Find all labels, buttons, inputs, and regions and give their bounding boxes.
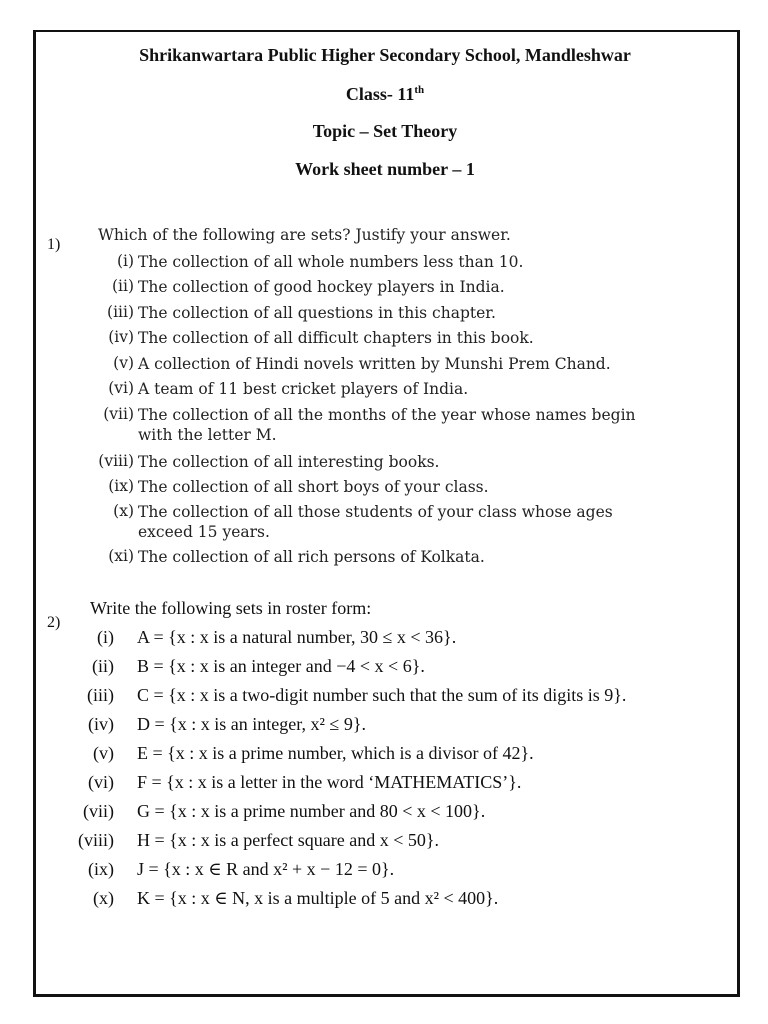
- item-text: The collection of good hockey players in India.: [138, 278, 505, 296]
- item-text: The collection of all short boys of your class.: [138, 478, 489, 496]
- item-number: (v): [93, 743, 114, 763]
- item-number: (viii): [98, 452, 134, 470]
- question-2-prompt: Write the following sets in roster form:: [90, 598, 372, 618]
- item-number: (ix): [108, 477, 134, 495]
- item-text: A collection of Hindi novels written by Munshi Prem Chand.: [138, 355, 611, 373]
- item-number: (iii): [87, 685, 114, 705]
- item-text: A = {x : x is a natural number, 30 ≤ x < 36}.: [137, 627, 457, 647]
- topic-heading: Topic – Set Theory: [312, 121, 458, 141]
- class-superscript: th: [414, 84, 425, 96]
- question-1-prompt: Which of the following are sets? Justify your answer.: [98, 226, 511, 244]
- item-text: B = {x : x is an integer and −4 < x < 6}.: [137, 656, 425, 676]
- class-label: Class- 11: [345, 84, 415, 104]
- item-number: (viii): [78, 830, 114, 850]
- item-number: (x): [93, 888, 114, 908]
- item-text: E = {x : x is a prime number, which is a divisor of 42}.: [137, 743, 534, 763]
- item-number: (ii): [111, 277, 134, 295]
- item-number: (i): [116, 252, 134, 270]
- item-text: D = {x : x is an integer, x² ≤ 9}.: [137, 714, 366, 734]
- item-text: F = {x : x is a letter in the word ‘MATHEMATICS’}.: [137, 772, 522, 792]
- question-1-number: 1): [47, 236, 61, 253]
- item-number: (i): [97, 627, 114, 647]
- page-border-double-line: [33, 995, 740, 997]
- item-text: K = {x : x ∈ N, x is a multiple of 5 and x² < 400}.: [137, 888, 499, 908]
- item-number: (ix): [88, 859, 114, 879]
- item-number: (vi): [88, 772, 114, 792]
- item-number: (vii): [83, 801, 114, 821]
- item-number: (x): [113, 502, 134, 520]
- item-text: The collection of all the months of the year whose names begin with the letter M.: [138, 406, 636, 444]
- item-text: The collection of all difficult chapters in this book.: [138, 329, 534, 347]
- item-number: (vii): [103, 405, 134, 423]
- item-text: C = {x : x is a two-digit number such that the sum of its digits is 9}.: [137, 685, 627, 705]
- item-number: (xi): [108, 547, 134, 565]
- item-number: (iv): [88, 714, 114, 734]
- question-2-number: 2): [47, 614, 61, 631]
- item-text: The collection of all those students of your class whose ages exceed 15 years.: [138, 503, 613, 541]
- item-text: H = {x : x is a perfect square and x < 50}.: [137, 830, 440, 850]
- item-text: J = {x : x ∈ R and x² + x − 12 = 0}.: [137, 859, 395, 879]
- worksheet-heading: Work sheet number – 1: [295, 159, 475, 179]
- school-name: Shrikanwartara Public Higher Secondary School, Mandleshwar: [139, 45, 631, 65]
- item-text: The collection of all whole numbers less than 10.: [138, 253, 524, 271]
- item-text: A team of 11 best cricket players of India.: [138, 380, 469, 398]
- item-text: G = {x : x is a prime number and 80 < x < 100}.: [137, 801, 486, 821]
- item-text: The collection of all rich persons of Kolkata.: [138, 548, 485, 566]
- item-number: (iv): [108, 328, 134, 346]
- item-text: The collection of all questions in this chapter.: [138, 304, 496, 322]
- item-number: (vi): [108, 379, 134, 397]
- item-text: The collection of all interesting books.: [138, 453, 440, 471]
- item-number: (v): [113, 354, 134, 372]
- class-heading: [36, 84, 734, 105]
- item-number: (ii): [92, 656, 114, 676]
- item-number: (iii): [107, 303, 134, 321]
